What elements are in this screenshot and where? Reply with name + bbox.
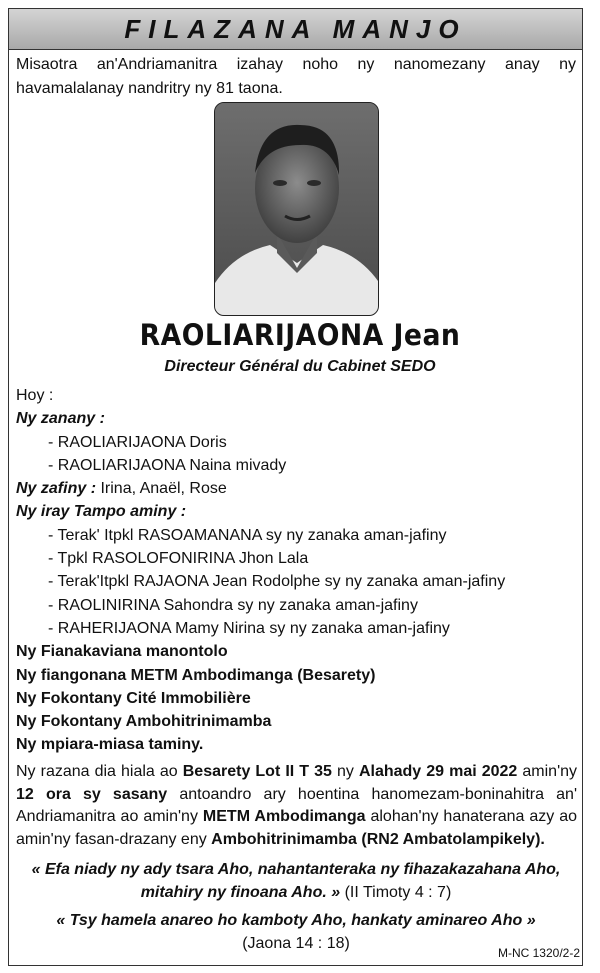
notice-title: FILAZANA MANJO	[124, 13, 467, 44]
sibling-item: - Tpkl RASOLOFONIRINA Jhon Lala	[48, 550, 309, 568]
tomb-location: Ambohitrinimamba (RN2 Ambatolampikely).	[211, 830, 545, 848]
siblings-label: Ny iray Tampo aminy :	[16, 503, 187, 521]
family-list	[16, 384, 576, 757]
other-mourner: Ny fiangonana METM Ambodimanga (Besarety)	[16, 666, 376, 684]
children-label: Ny zanany :	[16, 410, 105, 428]
hoy-label: Hoy :	[16, 387, 54, 404]
grandchildren-line	[16, 477, 576, 500]
burial-time: 12 ora sy sasany	[16, 785, 168, 803]
sibling-item: - RAHERIJAONA Mamy Nirina sy ny zanaka aman-jafiny	[48, 619, 450, 637]
deceased-role: Directeur Général du Cabinet SEDO	[164, 358, 436, 375]
portrait-photo	[214, 102, 379, 316]
other-mourner: Ny Fianakaviana manontolo	[16, 643, 228, 661]
child-item: - RAOLIARIJAONA Naina mivady	[48, 456, 287, 474]
sibling-item: - Terak' Itpkl RASOAMANANA sy ny zanaka aman-jafiny	[48, 526, 447, 544]
other-mourner: Ny Fokontany Cité Immobilière	[16, 689, 251, 707]
other-mourner: Ny Fokontany Ambohitrinimamba	[16, 713, 272, 731]
bible-quote-1	[16, 859, 576, 904]
grandchildren-label: Ny zafiny :	[16, 480, 97, 498]
child-item: - RAOLIARIJAONA Doris	[48, 433, 227, 451]
quote-text: « Tsy hamela anareo ho kamboty Aho, hankaty aminareo Aho »	[56, 912, 536, 929]
deceased-name: RAOLIARIJAONA Jean	[139, 318, 461, 352]
sibling-item: - Terak'Itpkl RAJAONA Jean Rodolphe sy ny zanaka aman-jafiny	[48, 573, 506, 591]
quote-reference: (Jaona 14 : 18)	[242, 934, 350, 952]
burial-date: Alahady 29 mai 2022	[358, 763, 518, 780]
burial-text: ny	[331, 763, 359, 780]
sibling-item: - RAOLINIRINA Sahondra sy ny zanaka aman-jafiny	[48, 596, 418, 614]
portrait-image	[215, 103, 378, 315]
grandchildren-names: Irina, Anaël, Rose	[96, 480, 227, 498]
burial-details	[16, 761, 577, 851]
burial-text: alohan'ny hanaterana azy ao amin'ny fasan-drazany eny	[16, 808, 578, 848]
burial-text: antoandro ary hoentina hanomezam-boninahitra an' Andriamanitra ao amin'ny	[16, 785, 578, 825]
quote-text: « Efa niady ny ady tsara Aho, nahantanteraka ny fihazakazahana Aho, mitahiry ny finoana Aho. »	[31, 861, 561, 901]
church-name: METM Ambodimanga	[202, 808, 366, 825]
notice-reference: M-NC 1320/2-2	[497, 946, 580, 960]
burial-text: Ny razana dia hiala ao	[16, 763, 183, 780]
burial-text: amin'ny	[517, 763, 578, 780]
quote-reference: (II Timoty 4 : 7)	[340, 883, 452, 901]
bible-quote-2	[16, 910, 576, 955]
intro-text: Misaotra an'Andriamanitra izahay noho ny nanomezany anay ny havamalalanay nandritry ny 81 taona.	[16, 56, 576, 97]
notice-header	[8, 8, 583, 50]
burial-location: Besarety Lot II T 35	[182, 763, 332, 780]
other-mourner: Ny mpiara-miasa taminy.	[16, 736, 204, 754]
